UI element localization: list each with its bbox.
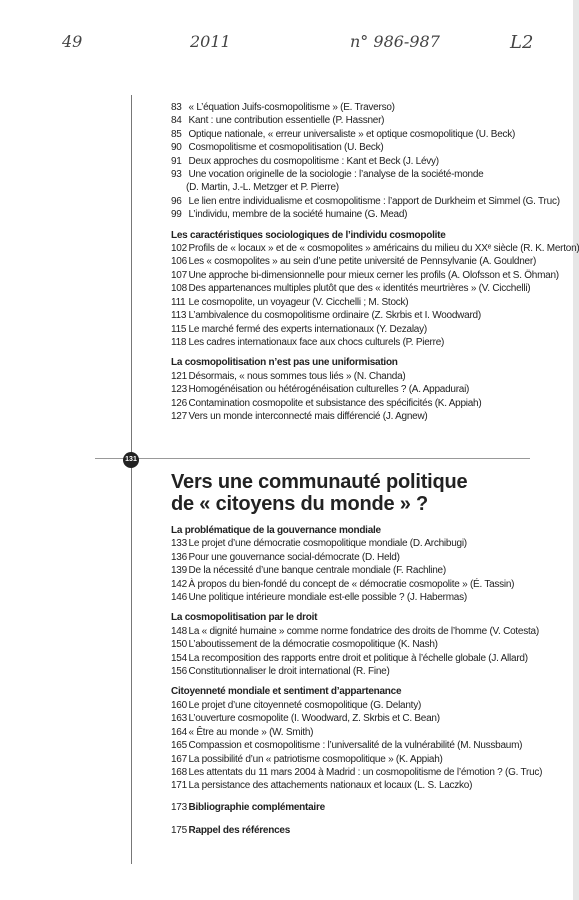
toc-page-number: 163	[171, 713, 187, 725]
toc-entry-text: L’ambivalence du cosmopolitisme ordinaire (Z. Skrbis et I. Woodward)	[188, 310, 481, 322]
toc-page-number: 173	[171, 801, 187, 813]
toc-entry-text: Compassion et cosmopolitisme : l’universalité de la vulnérabilité (M. Nussbaum)	[188, 740, 523, 752]
toc-entry	[171, 652, 541, 665]
toc-entry	[171, 114, 541, 127]
toc-entry	[171, 801, 541, 814]
toc-page-number: 113	[171, 310, 187, 322]
toc-page-number: 108	[171, 283, 187, 295]
toc-entry	[171, 168, 541, 181]
toc-entry-text: Optique nationale, « erreur universaliste » et optique cosmopolitique (U. Beck)	[188, 128, 516, 140]
section-heading: Citoyenneté mondiale et sentiment d’appartenance	[171, 686, 402, 698]
toc-page-number: 96	[171, 195, 182, 207]
toc-entry	[171, 296, 541, 309]
toc-entry-text: Les cadres internationaux face aux chocs culturels (P. Pierre)	[188, 336, 445, 348]
toc-page-number: 167	[171, 753, 187, 765]
toc-page-number: 139	[171, 565, 187, 577]
toc-entry-text: Les attentats du 11 mars 2004 à Madrid : un cosmopolitisme de l’émotion ? (G. Truc)	[188, 766, 543, 778]
toc-entry	[171, 739, 541, 752]
toc-entry-text: Constitutionnaliser le droit international (R. Fine)	[188, 666, 390, 678]
toc-entry	[171, 665, 541, 678]
toc-entry-text: Deux approches du cosmopolitisme : Kant et Beck (J. Lévy)	[188, 155, 439, 167]
toc-entry-text: Vers un monde interconnecté mais différencié (J. Agnew)	[188, 410, 428, 422]
toc-entry-text: Le projet d’une démocratie cosmopolitique mondiale (D. Archibugi)	[188, 538, 467, 550]
toc-page-number: 106	[171, 256, 187, 268]
margin-rule	[131, 464, 132, 864]
toc-page-number: 165	[171, 740, 187, 752]
toc-page-number: 83	[171, 102, 182, 113]
toc-entry	[171, 255, 541, 268]
toc-entry-text: Le lien entre individualisme et cosmopolitisme : l’apport de Durkheim et Simmel (G. Truc)	[188, 195, 560, 207]
toc-entry	[171, 591, 541, 604]
toc-entry	[171, 323, 541, 336]
toc-entry	[171, 564, 541, 577]
toc-entry-text: Contamination cosmopolite et subsistance des spécificités (K. Appiah)	[188, 397, 482, 409]
toc-entry-text: L’ouverture cosmopolite (I. Woodward, Z. Skrbis et C. Bean)	[188, 713, 440, 725]
toc-entry	[171, 397, 541, 410]
handwritten-note: 2011	[190, 32, 231, 51]
toc-list	[171, 699, 541, 793]
toc-entry	[171, 712, 541, 725]
toc-page-number: 123	[171, 384, 187, 396]
toc-entry	[171, 699, 541, 712]
part-divider	[95, 458, 530, 459]
toc-entry-text: La « dignité humaine » comme norme fondatrice des droits de l’homme (V. Cotesta)	[188, 625, 539, 637]
toc-entry	[171, 181, 541, 194]
toc-page-number: 142	[171, 578, 187, 590]
toc-entry	[171, 537, 541, 550]
toc-page-number: 121	[171, 370, 187, 382]
toc-entry-text: Homogénéisation ou hétérogénéisation culturelles ? (A. Appadurai)	[188, 384, 470, 396]
toc-entry	[171, 370, 541, 383]
toc-entry-text: Profils de « locaux » et de « cosmopolites » américains du milieu du XXᵉ siècle (R. K. Merton)	[188, 243, 579, 255]
toc-page-number: 136	[171, 551, 187, 563]
toc-entry	[171, 269, 559, 282]
toc-entry-text: Une vocation originelle de la sociologie : l’analyse de la société-monde	[188, 169, 484, 181]
toc-entry	[171, 638, 541, 651]
toc-page-number: 84	[171, 115, 182, 127]
toc-entry-text: « Être au monde » (W. Smith)	[188, 726, 314, 738]
toc-entry-text: Le cosmopolite, un voyageur (V. Cicchelli ; M. Stock)	[188, 296, 409, 308]
page-edge	[573, 0, 579, 900]
part-title: Vers une communauté politique	[171, 471, 468, 493]
toc-page-number: 85	[171, 128, 182, 140]
toc-page-number: 164	[171, 726, 187, 738]
toc-entry	[171, 128, 541, 141]
toc-entry	[171, 155, 541, 168]
toc-page-number: 127	[171, 410, 187, 422]
toc-page-number: 111	[171, 296, 186, 308]
toc-entry-text: Des appartenances multiples plutôt que des « identités meurtrières » (V. Cicchelli)	[188, 283, 531, 295]
toc-entry	[171, 779, 541, 792]
part-title: de « citoyens du monde » ?	[171, 493, 429, 515]
section-heading: La problématique de la gouvernance mondiale	[171, 525, 381, 536]
toc-entry-text: Cosmopolitisme et cosmopolitisation (U. Beck)	[188, 142, 384, 154]
toc-page-number: 171	[171, 780, 187, 792]
toc-entry	[171, 242, 579, 255]
toc-part-1	[171, 101, 579, 423]
toc-entry	[171, 195, 560, 208]
handwritten-note: 49	[62, 32, 83, 51]
toc-entry-text: Bibliographie complémentaire	[188, 801, 325, 813]
toc-page-number: 160	[171, 699, 187, 711]
toc-page-number: 154	[171, 652, 187, 664]
toc-entry-text: Les « cosmopolites » au sein d’une petite université de Pennsylvanie (A. Gouldner)	[188, 256, 537, 268]
toc-page-number: 91	[171, 155, 182, 167]
toc-entry	[171, 753, 541, 766]
toc-entry	[171, 309, 541, 322]
toc-entry-text: L’aboutissement de la démocratie cosmopolitique (K. Nash)	[188, 639, 438, 651]
handwritten-note: L2	[510, 32, 534, 53]
toc-entry	[171, 578, 541, 591]
toc-list	[171, 101, 560, 222]
toc-list	[171, 537, 541, 604]
toc-list	[171, 370, 541, 424]
toc-page-number: 102	[171, 243, 187, 255]
toc-entry	[171, 383, 541, 396]
toc-entry-text: Une politique intérieure mondiale est-elle possible ? (J. Habermas)	[188, 592, 467, 604]
margin-rule	[131, 95, 132, 453]
toc-entry-text: La persistance des attachements nationaux et locaux (L. S. Laczko)	[188, 780, 473, 792]
toc-list	[171, 242, 579, 349]
section-heading: Les caractéristiques sociologiques de l’individu cosmopolite	[171, 229, 446, 241]
toc-entry	[171, 726, 541, 739]
toc-entry-text: La recomposition des rapports entre droit et politique à l’échelle globale (J. Allard)	[188, 652, 528, 664]
toc-entry	[171, 824, 541, 837]
toc-page-number: 93	[171, 169, 182, 181]
toc-page-number: 168	[171, 766, 187, 778]
handwritten-note: n° 986-987	[350, 32, 440, 51]
toc-entry	[171, 282, 541, 295]
toc-page-number: 146	[171, 592, 187, 604]
toc-page-number: 107	[171, 269, 187, 281]
toc-part-2	[171, 471, 541, 838]
toc-page-number: 115	[171, 323, 187, 335]
toc-entry-text: Une approche bi-dimensionnelle pour mieux cerner les profils (A. Olofsson et S. Öhman)	[188, 269, 559, 281]
toc-entry	[171, 336, 541, 349]
toc-page-number: 118	[171, 336, 187, 348]
toc-entry-text: Pour une gouvernance social-démocrate (D. Held)	[188, 551, 400, 563]
toc-page-number: 126	[171, 397, 187, 409]
toc-entry-text: Le marché fermé des experts internationaux (Y. Dezalay)	[188, 323, 427, 335]
toc-page-number: 156	[171, 666, 187, 678]
toc-page-number: 90	[171, 142, 182, 154]
toc-entry	[171, 101, 541, 114]
toc-entry	[171, 208, 541, 221]
toc-entry-text: L’individu, membre de la société humaine (G. Mead)	[188, 209, 408, 221]
toc-page-number: 150	[171, 639, 187, 651]
toc-page-number: 99	[171, 209, 182, 221]
toc-entry	[171, 551, 541, 564]
toc-entry-text: À propos du bien-fondé du concept de « démocratie cosmopolite » (É. Tassin)	[188, 578, 515, 590]
toc-entry	[171, 625, 541, 638]
toc-entry	[171, 410, 541, 423]
toc-page-number: 148	[171, 625, 187, 637]
page-marker: 131	[123, 452, 139, 468]
toc-entry	[171, 766, 541, 779]
toc-entry-text: Désormais, « nous sommes tous liés » (N. Chanda)	[188, 370, 406, 382]
section-heading: La cosmopolitisation par le droit	[171, 612, 318, 624]
toc-entry-text: La possibilité d’un « patriotisme cosmopolitique » (K. Appiah)	[188, 753, 443, 765]
toc-tail	[171, 801, 541, 838]
toc-entry-text: Le projet d’une citoyenneté cosmopolitique (G. Delanty)	[188, 699, 422, 711]
section-heading: La cosmopolitisation n’est pas une uniformisation	[171, 357, 398, 369]
toc-list	[171, 625, 541, 679]
toc-entry-text: (D. Martin, J.-L. Metzger et P. Pierre)	[186, 182, 339, 194]
toc-entry-text: De la nécessité d’une banque centrale mondiale (F. Rachline)	[188, 565, 446, 577]
toc-page-number: 133	[171, 538, 187, 550]
toc-entry-text: « L’équation Juifs-cosmopolitisme » (E. Traverso)	[188, 102, 395, 113]
toc-page-number: 175	[171, 825, 187, 837]
toc-entry	[171, 141, 541, 154]
toc-entry-text: Rappel des références	[188, 825, 290, 837]
toc-entry-text: Kant : une contribution essentielle (P. Hassner)	[188, 115, 385, 127]
